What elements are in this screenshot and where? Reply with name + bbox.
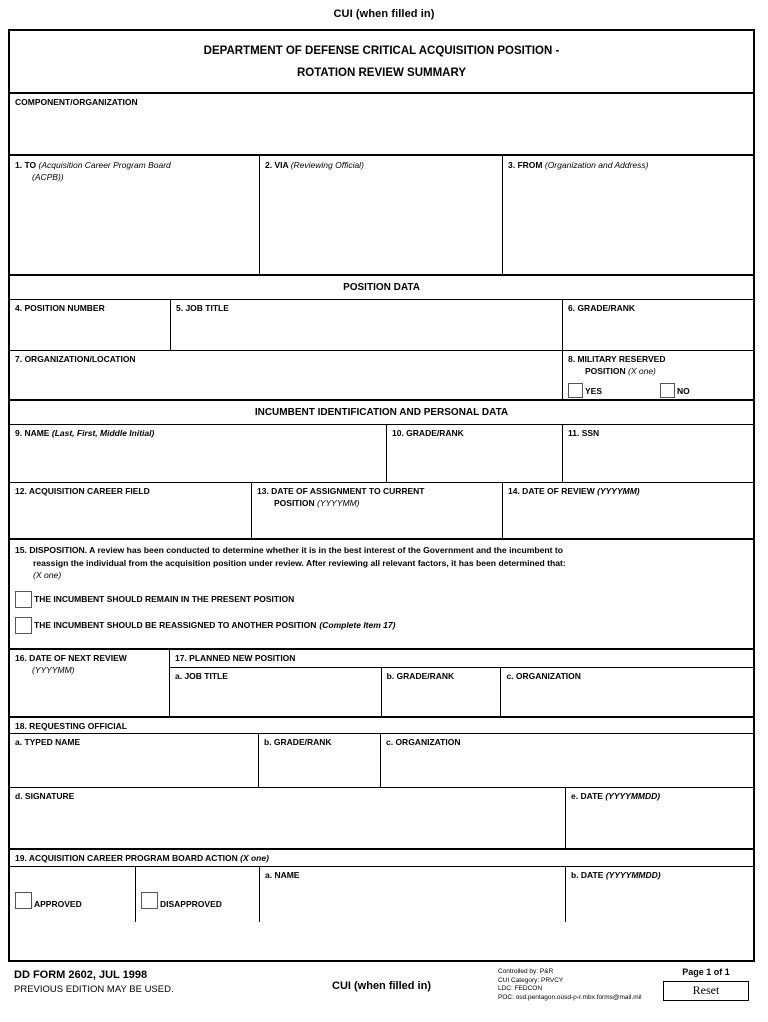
checkbox-disposition-remain[interactable] — [15, 591, 747, 608]
date-of-assignment-label — [257, 486, 498, 509]
field-requesting-signature[interactable] — [10, 788, 565, 848]
field-requesting-date[interactable] — [565, 788, 753, 848]
requesting-signature-label: d. SIGNATURE — [15, 791, 75, 801]
checkbox-board-approved-label: APPROVED — [34, 899, 82, 909]
incumbent-name-label-text: 9. NAME — [15, 428, 50, 438]
footer-controlled-by: Controlled by: P&R — [498, 968, 554, 975]
date-of-review-label — [508, 486, 749, 497]
board-date-label — [571, 870, 749, 881]
field-requesting-typed-name[interactable] — [10, 734, 258, 787]
footer-ldc: LDC: FEDCON — [498, 985, 543, 993]
military-reserved-label-line-1: 8. MILITARY RESERVED — [568, 354, 666, 364]
checkbox-disposition-remain-label: THE INCUMBENT SHOULD REMAIN IN THE PRESENT POSITION — [34, 594, 295, 604]
field-requesting-organization[interactable] — [380, 734, 753, 787]
date-of-assignment-hint: (YYYYMM) — [317, 497, 360, 508]
field-to[interactable] — [10, 156, 259, 274]
footer-previous-edition: PREVIOUS EDITION MAY BE USED. — [14, 984, 174, 995]
group-planned-new-position — [169, 650, 753, 716]
form-title-line-2: ROTATION REVIEW SUMMARY — [296, 66, 467, 79]
field-planned-grade-rank[interactable] — [381, 668, 501, 718]
checkbox-icon[interactable] — [568, 383, 583, 398]
to-number: 1. TO — [15, 160, 37, 170]
via-hint: (Reviewing Official) — [290, 160, 364, 170]
checkbox-military-reserved-yes-label: YES — [585, 385, 603, 396]
checkbox-icon[interactable] — [141, 892, 158, 909]
checkbox-icon[interactable] — [15, 892, 32, 909]
acquisition-career-field-label: 12. ACQUISITION CAREER FIELD — [15, 486, 150, 496]
planned-new-position-subrow — [170, 668, 753, 718]
field-date-of-assignment[interactable] — [251, 483, 502, 538]
checkbox-military-reserved-yes[interactable] — [568, 383, 660, 398]
footer-cui-category: CUI Category: PRVCY — [498, 976, 564, 984]
military-reserved-label-line-2 — [568, 366, 749, 378]
component-organization-label: COMPONENT/ORGANIZATION — [15, 97, 138, 107]
form-frame — [8, 29, 755, 962]
board-action-row — [10, 867, 753, 922]
incumbent-ssn-label: 11. SSN — [568, 428, 600, 438]
military-reserved-label — [568, 354, 749, 377]
date-of-next-review-label — [15, 653, 165, 676]
field-position-number[interactable] — [10, 300, 170, 350]
date-of-next-review-label-line-1: 16. DATE OF NEXT REVIEW — [15, 653, 127, 663]
checkbox-icon[interactable] — [660, 383, 675, 398]
requesting-official-row-2 — [10, 788, 753, 850]
footer-poc: POC: osd.pentagon.ousd-p-r.mbx.forms@mail.mil — [498, 993, 642, 1001]
field-date-of-review[interactable] — [502, 483, 753, 538]
disposition-text — [15, 544, 747, 582]
date-of-review-label-text: 14. DATE OF REVIEW — [508, 486, 595, 496]
field-component-organization[interactable] — [10, 94, 753, 156]
requesting-organization-label: c. ORGANIZATION — [386, 737, 461, 747]
military-reserved-label-text: POSITION — [585, 365, 626, 376]
requesting-date-label — [571, 791, 749, 802]
requesting-official-header-cell — [10, 718, 753, 734]
field-incumbent-ssn[interactable] — [562, 425, 753, 482]
job-title-label: 5. JOB TITLE — [176, 303, 229, 313]
footer-form-id: DD FORM 2602, JUL 1998 — [14, 969, 148, 981]
cui-banner-bottom: CUI (when filled in) — [332, 980, 431, 992]
board-date-hint: (YYYYMMDD) — [605, 870, 661, 880]
form-title — [10, 31, 753, 94]
position-data-row-2 — [10, 351, 753, 401]
board-date-label-text: b. DATE — [571, 870, 604, 880]
checkbox-disposition-reassign[interactable] — [15, 617, 747, 634]
incumbent-name-hint: (Last, First, Middle Initial) — [51, 428, 155, 438]
planned-new-position-header-cell — [170, 650, 753, 668]
requesting-typed-name-label: a. TYPED NAME — [15, 737, 81, 747]
field-incumbent-name[interactable] — [10, 425, 386, 482]
board-action-header-cell — [10, 850, 753, 867]
field-acquisition-career-field[interactable] — [10, 483, 251, 538]
footer-page-number: Page 1 of 1 — [682, 967, 730, 977]
checkbox-disposition-reassign-label: THE INCUMBENT SHOULD BE REASSIGNED TO ANOTHER POSITION — [34, 620, 317, 630]
board-action-header-text: 19. ACQUISITION CAREER PROGRAM BOARD ACTION — [15, 853, 238, 863]
field-planned-organization[interactable] — [500, 668, 753, 718]
position-grade-rank-label: 6. GRADE/RANK — [568, 303, 636, 313]
position-number-label: 4. POSITION NUMBER — [15, 303, 105, 313]
requesting-date-hint: (YYYYMMDD) — [605, 791, 661, 801]
field-organization-location[interactable] — [10, 351, 562, 399]
date-of-review-hint: (YYYYMM) — [597, 486, 640, 496]
field-requesting-grade-rank[interactable] — [258, 734, 380, 787]
to-hint-2: (ACPB)) — [32, 171, 64, 182]
field-disposition — [10, 540, 753, 650]
from-number: 3. FROM — [508, 160, 543, 170]
planned-organization-label: c. ORGANIZATION — [506, 671, 581, 681]
incumbent-grade-rank-label: 10. GRADE/RANK — [392, 428, 464, 438]
date-of-assignment-label-line-1: 13. DATE OF ASSIGNMENT TO CURRENT — [257, 486, 425, 496]
to-label — [15, 160, 255, 183]
board-name-label: a. NAME — [265, 870, 300, 880]
requesting-official-row-1 — [10, 734, 753, 788]
requesting-date-label-text: e. DATE — [571, 791, 603, 801]
incumbent-row-2 — [10, 483, 753, 540]
date-of-next-review-label-line-2: (YYYYMM) — [32, 664, 75, 675]
disposition-line-1: 15. DISPOSITION. A review has been conducted to determine whether it is in the best interest of the Government and the incumbent to — [15, 545, 564, 555]
incumbent-name-label — [15, 428, 382, 439]
from-label — [508, 160, 749, 172]
date-of-assignment-label-text: POSITION — [274, 497, 315, 508]
field-date-of-next-review[interactable] — [10, 650, 169, 716]
section-header-incumbent: INCUMBENT IDENTIFICATION AND PERSONAL DATA — [10, 401, 753, 425]
field-from[interactable] — [502, 156, 753, 274]
field-board-date[interactable] — [565, 867, 753, 922]
requesting-official-header: 18. REQUESTING OFFICIAL — [15, 721, 127, 731]
incumbent-row-1 — [10, 425, 753, 483]
planned-new-position-header: 17. PLANNED NEW POSITION — [175, 653, 296, 663]
date-of-assignment-label-line-2 — [257, 498, 498, 510]
field-military-reserved-position — [562, 351, 753, 399]
via-label — [265, 160, 498, 172]
via-number: 2. VIA — [265, 160, 289, 170]
field-incumbent-grade-rank[interactable] — [386, 425, 562, 482]
footer-control-markings — [498, 968, 642, 1002]
from-hint: (Organization and Address) — [544, 160, 649, 170]
requesting-grade-rank-label: b. GRADE/RANK — [264, 737, 332, 747]
military-reserved-options — [568, 383, 749, 398]
planned-job-title-label: a. JOB TITLE — [175, 671, 228, 681]
reset-button[interactable]: Reset — [663, 981, 749, 1001]
checkbox-board-approved[interactable] — [10, 867, 135, 922]
field-via[interactable] — [259, 156, 502, 274]
disposition-line-2: reassign the individual from the acquisition position under review. After reviewing all relevant factors, it has been determined that: — [33, 557, 566, 568]
form-footer — [8, 966, 755, 1016]
checkbox-icon[interactable] — [15, 617, 32, 634]
checkbox-military-reserved-no-label: NO — [677, 385, 690, 396]
position-data-row-1 — [10, 300, 753, 351]
field-planned-job-title[interactable] — [170, 668, 381, 718]
field-board-name[interactable] — [259, 867, 565, 922]
planned-grade-rank-label: b. GRADE/RANK — [386, 671, 455, 681]
checkbox-board-disapproved[interactable] — [135, 867, 259, 922]
checkbox-military-reserved-no[interactable] — [660, 383, 690, 398]
checkbox-icon[interactable] — [15, 591, 32, 608]
field-job-title[interactable] — [170, 300, 562, 350]
organization-location-label: 7. ORGANIZATION/LOCATION — [15, 354, 136, 364]
cui-banner-top: CUI (when filled in) — [333, 8, 435, 20]
field-position-grade-rank[interactable] — [562, 300, 753, 350]
form-title-line-1: DEPARTMENT OF DEFENSE CRITICAL ACQUISITION POSITION - — [203, 44, 560, 57]
military-reserved-hint: (X one) — [628, 365, 656, 376]
section-header-position-data: POSITION DATA — [10, 276, 753, 300]
to-hint: (Acquisition Career Program Board — [38, 160, 171, 170]
disposition-line-3: (X one) — [33, 570, 62, 580]
board-action-header — [15, 853, 749, 864]
routing-row — [10, 156, 753, 276]
checkbox-board-disapproved-label: DISAPPROVED — [160, 899, 222, 909]
checkbox-disposition-reassign-hint: (Complete Item 17) — [319, 620, 396, 630]
board-action-header-hint: (X one) — [240, 853, 269, 863]
row-16-17 — [10, 650, 753, 718]
